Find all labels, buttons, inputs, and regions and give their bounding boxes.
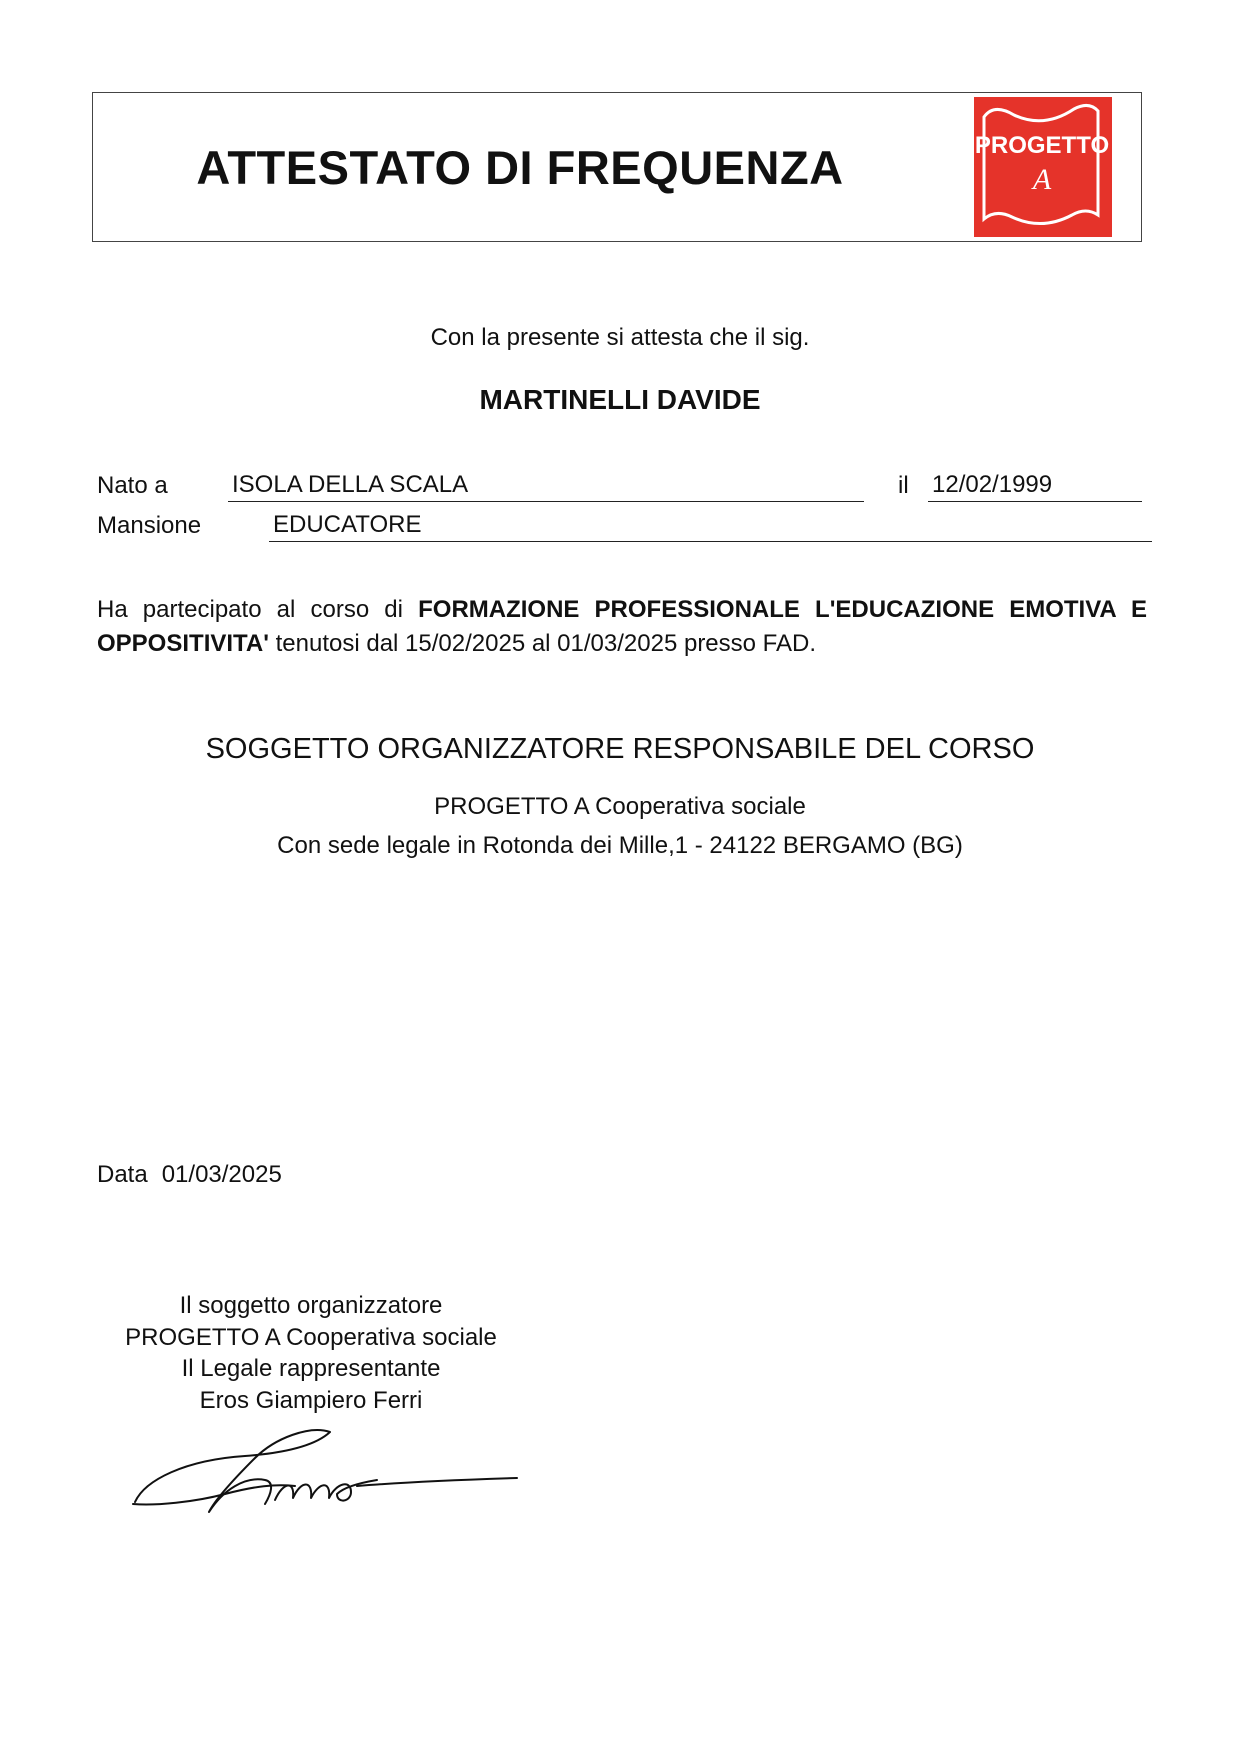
signature-stroke-letters — [275, 1480, 377, 1501]
signatory-line-1: Il soggetto organizzatore — [179, 1292, 443, 1319]
document-title: ATTESTATO DI FREQUENZA — [196, 141, 844, 194]
course-suffix: tenutosi dal 15/02/2025 al 01/03/2025 presso FAD. — [275, 630, 817, 657]
date-label: Data — [97, 1161, 148, 1188]
course-paragraph — [97, 593, 1147, 661]
progetto-a-logo — [974, 97, 1112, 237]
organizer-address: Con sede legale in Rotonda dei Mille,1 - 24122 BERGAMO (BG) — [277, 832, 963, 859]
organizer-heading: SOGGETTO ORGANIZZATORE RESPONSABILE DEL CORSO — [205, 733, 1035, 765]
date-value: 01/03/2025 — [161, 1161, 282, 1188]
born-label: Nato a — [97, 472, 168, 499]
role-label: Mansione — [97, 512, 202, 539]
birth-date-label: il — [898, 472, 909, 499]
person-name: MARTINELLI DAVIDE — [479, 384, 761, 415]
role-field: EDUCATORE — [269, 510, 1152, 542]
signatory-line-4: Eros Giampiero Ferri — [199, 1386, 423, 1414]
logo-text-line2: A — [1032, 163, 1052, 196]
intro-text: Con la presente si attesta che il sig. — [430, 324, 810, 351]
signatory-block — [111, 1290, 511, 1416]
birth-date-field: 12/02/1999 — [928, 470, 1142, 502]
signature-stroke-loop — [135, 1430, 330, 1512]
handwritten-signature — [125, 1420, 525, 1520]
signatory-line-2: PROGETTO A Cooperativa sociale — [125, 1323, 497, 1351]
signatory-line-3: Il Legale rappresentante — [181, 1355, 441, 1382]
organizer-name: PROGETTO A Cooperativa sociale — [434, 793, 806, 820]
course-prefix: Ha partecipato al corso di — [97, 596, 403, 623]
course-name: FORMAZIONE PROFESSIONALE L'EDUCAZIONE EMOTIVA E OPPOSITIVITA' — [97, 596, 1147, 657]
logo-text-line1: PROGETTO — [974, 132, 1110, 159]
date-line — [97, 1161, 282, 1189]
born-place-field: ISOLA DELLA SCALA — [228, 470, 864, 502]
signature-stroke-underline — [357, 1478, 517, 1486]
